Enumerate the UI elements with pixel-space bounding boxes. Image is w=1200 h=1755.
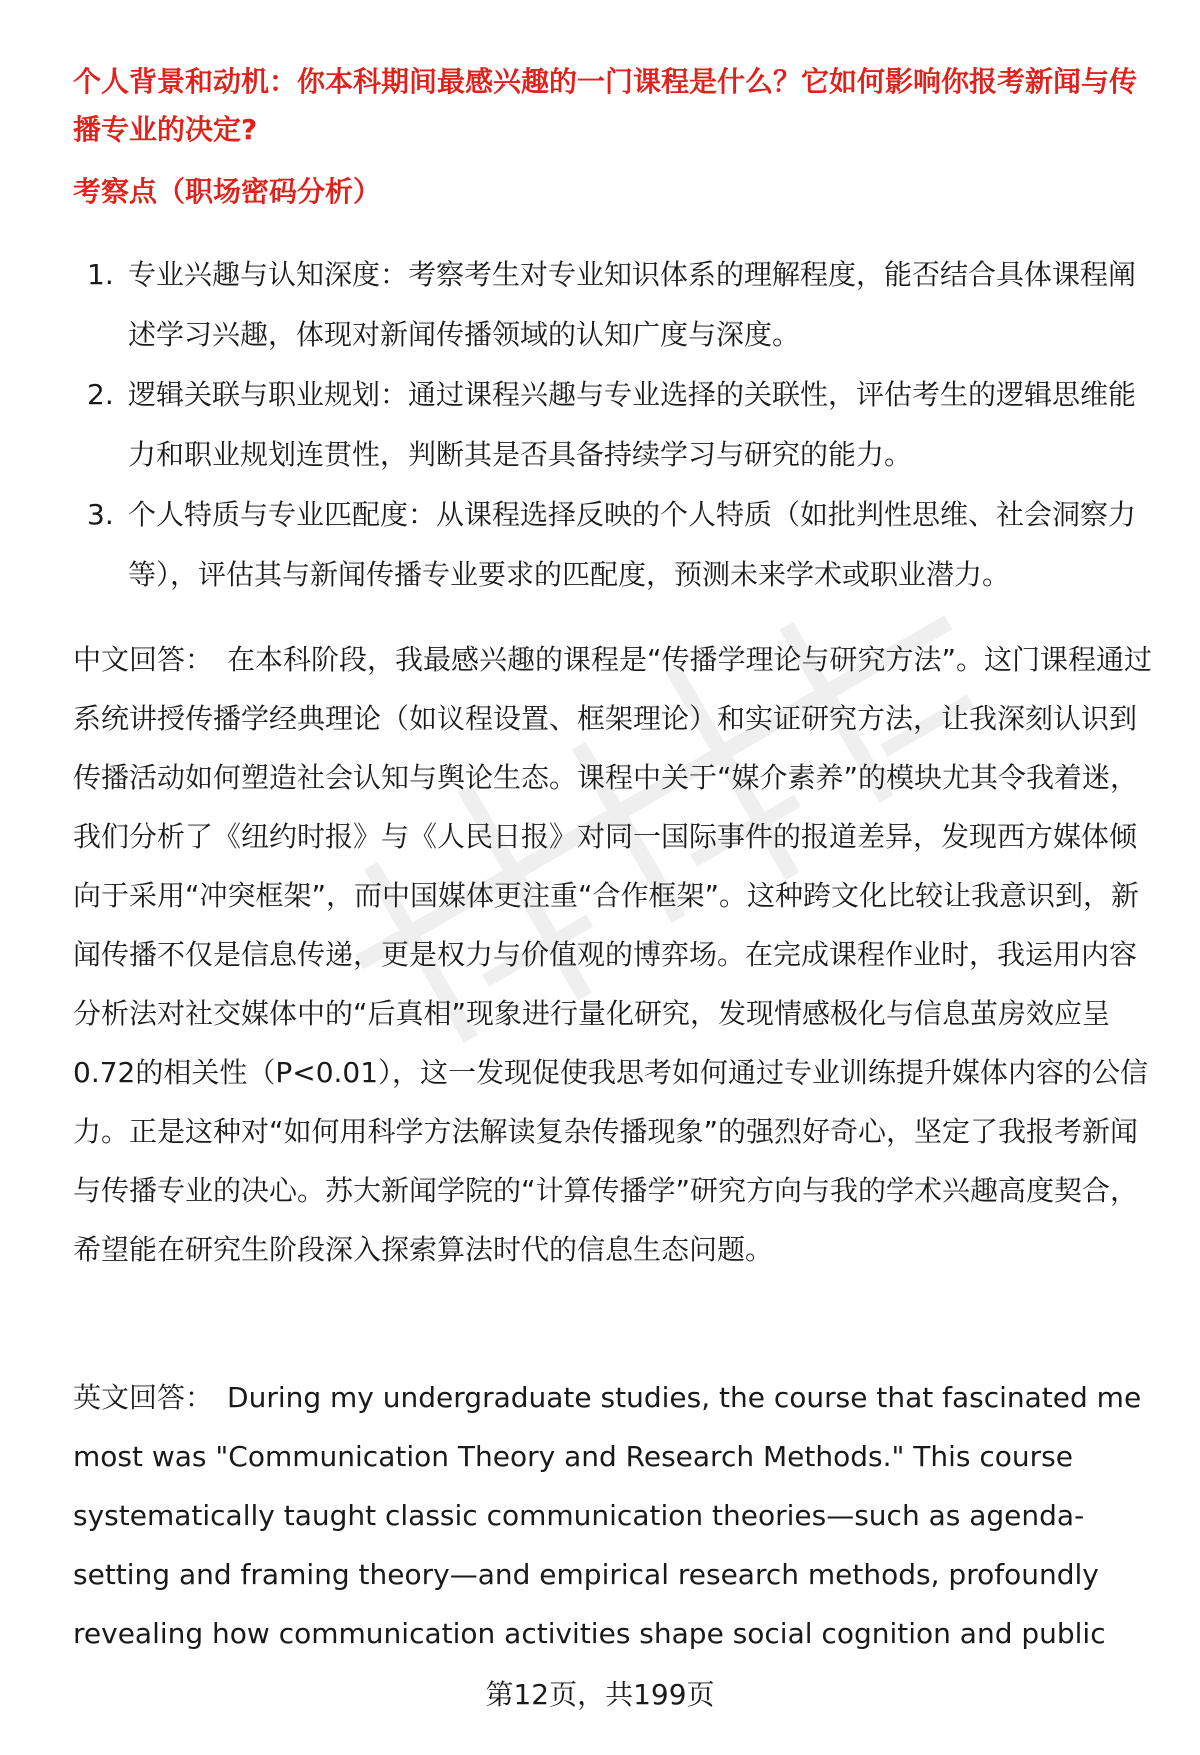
english-answer-text: During my undergraduate studies, the course that fascinated me most was "Communication Theory and Research Methods." This course systematically taught classic communication theories—such as agenda-setting and framing theory—and empirical research methods, profoundly revealing how communication activities shape social cognition and public (73, 1381, 1142, 1650)
english-answer (73, 1368, 1158, 1663)
list-item-text: 专业兴趣与认知深度：考察考生对专业知识体系的理解程度，能否结合具体课程阐述学习兴趣，体现对新闻传播领域的认知广度与深度。 (128, 258, 1137, 351)
list-item (73, 245, 1153, 365)
list-item-number: 2. (87, 378, 114, 411)
chinese-answer (73, 630, 1158, 1279)
list-item (73, 485, 1153, 605)
list-item-text: 个人特质与专业匹配度：从课程选择反映的个人特质（如批判性思维、社会洞察力等），评估其与新闻传播专业要求的匹配度，预测未来学术或职业潜力。 (128, 498, 1137, 591)
list-item-text: 逻辑关联与职业规划：通过课程兴趣与专业选择的关联性，评估考生的逻辑思维能力和职业规划连贯性，判断其是否具备持续学习与研究的能力。 (128, 378, 1137, 471)
list-item-number: 1. (87, 258, 114, 291)
list-item (73, 365, 1153, 485)
chinese-answer-text: 在本科阶段，我最感兴趣的课程是“传播学理论与研究方法”。这门课程通过系统讲授传播学经典理论（如议程设置、框架理论）和实证研究方法，让我深刻认识到传播活动如何塑造社会认知与舆论生态。课程中关于“媒介素养”的模块尤其令我着迷，我们分析了《纽约时报》与《人民日报》对同一国际事件的报道差异，发现西方媒体倾向于采用“冲突框架”，而中国媒体更注重“合作框架”。这种跨文化比较让我意识到，新闻传播不仅是信息传递，更是权力与价值观的博弈场。在完成课程作业时，我运用内容分析法对社交媒体中的“后真相”现象进行量化研究，发现情感极化与信息茧房效应呈0.72的相关性（P<0.01），这一发现促使我思考如何通过专业训练提升媒体内容的公信力。正是这种对“如何用科学方法解读复杂传播现象”的强烈好奇心，坚定了我报考新闻与传播专业的决心。苏大新闻学院的“计算传播学”研究方向与我的学术兴趣高度契合，希望能在研究生阶段深入探索算法时代的信息生态问题。 (73, 643, 1153, 1266)
assessment-points-list (73, 245, 1153, 605)
assessment-points-heading: 考察点（职场密码分析） (73, 175, 382, 208)
list-item-number: 3. (87, 498, 114, 531)
english-answer-label: 英文回答： (73, 1381, 214, 1414)
page-number-footer: 第12页，共199页 (485, 1678, 715, 1711)
chinese-answer-label: 中文回答： (73, 643, 214, 676)
question-heading: 个人背景和动机：你本科期间最感兴趣的一门课程是什么？它如何影响你报考新闻与传播专业的决定? (73, 65, 1138, 146)
